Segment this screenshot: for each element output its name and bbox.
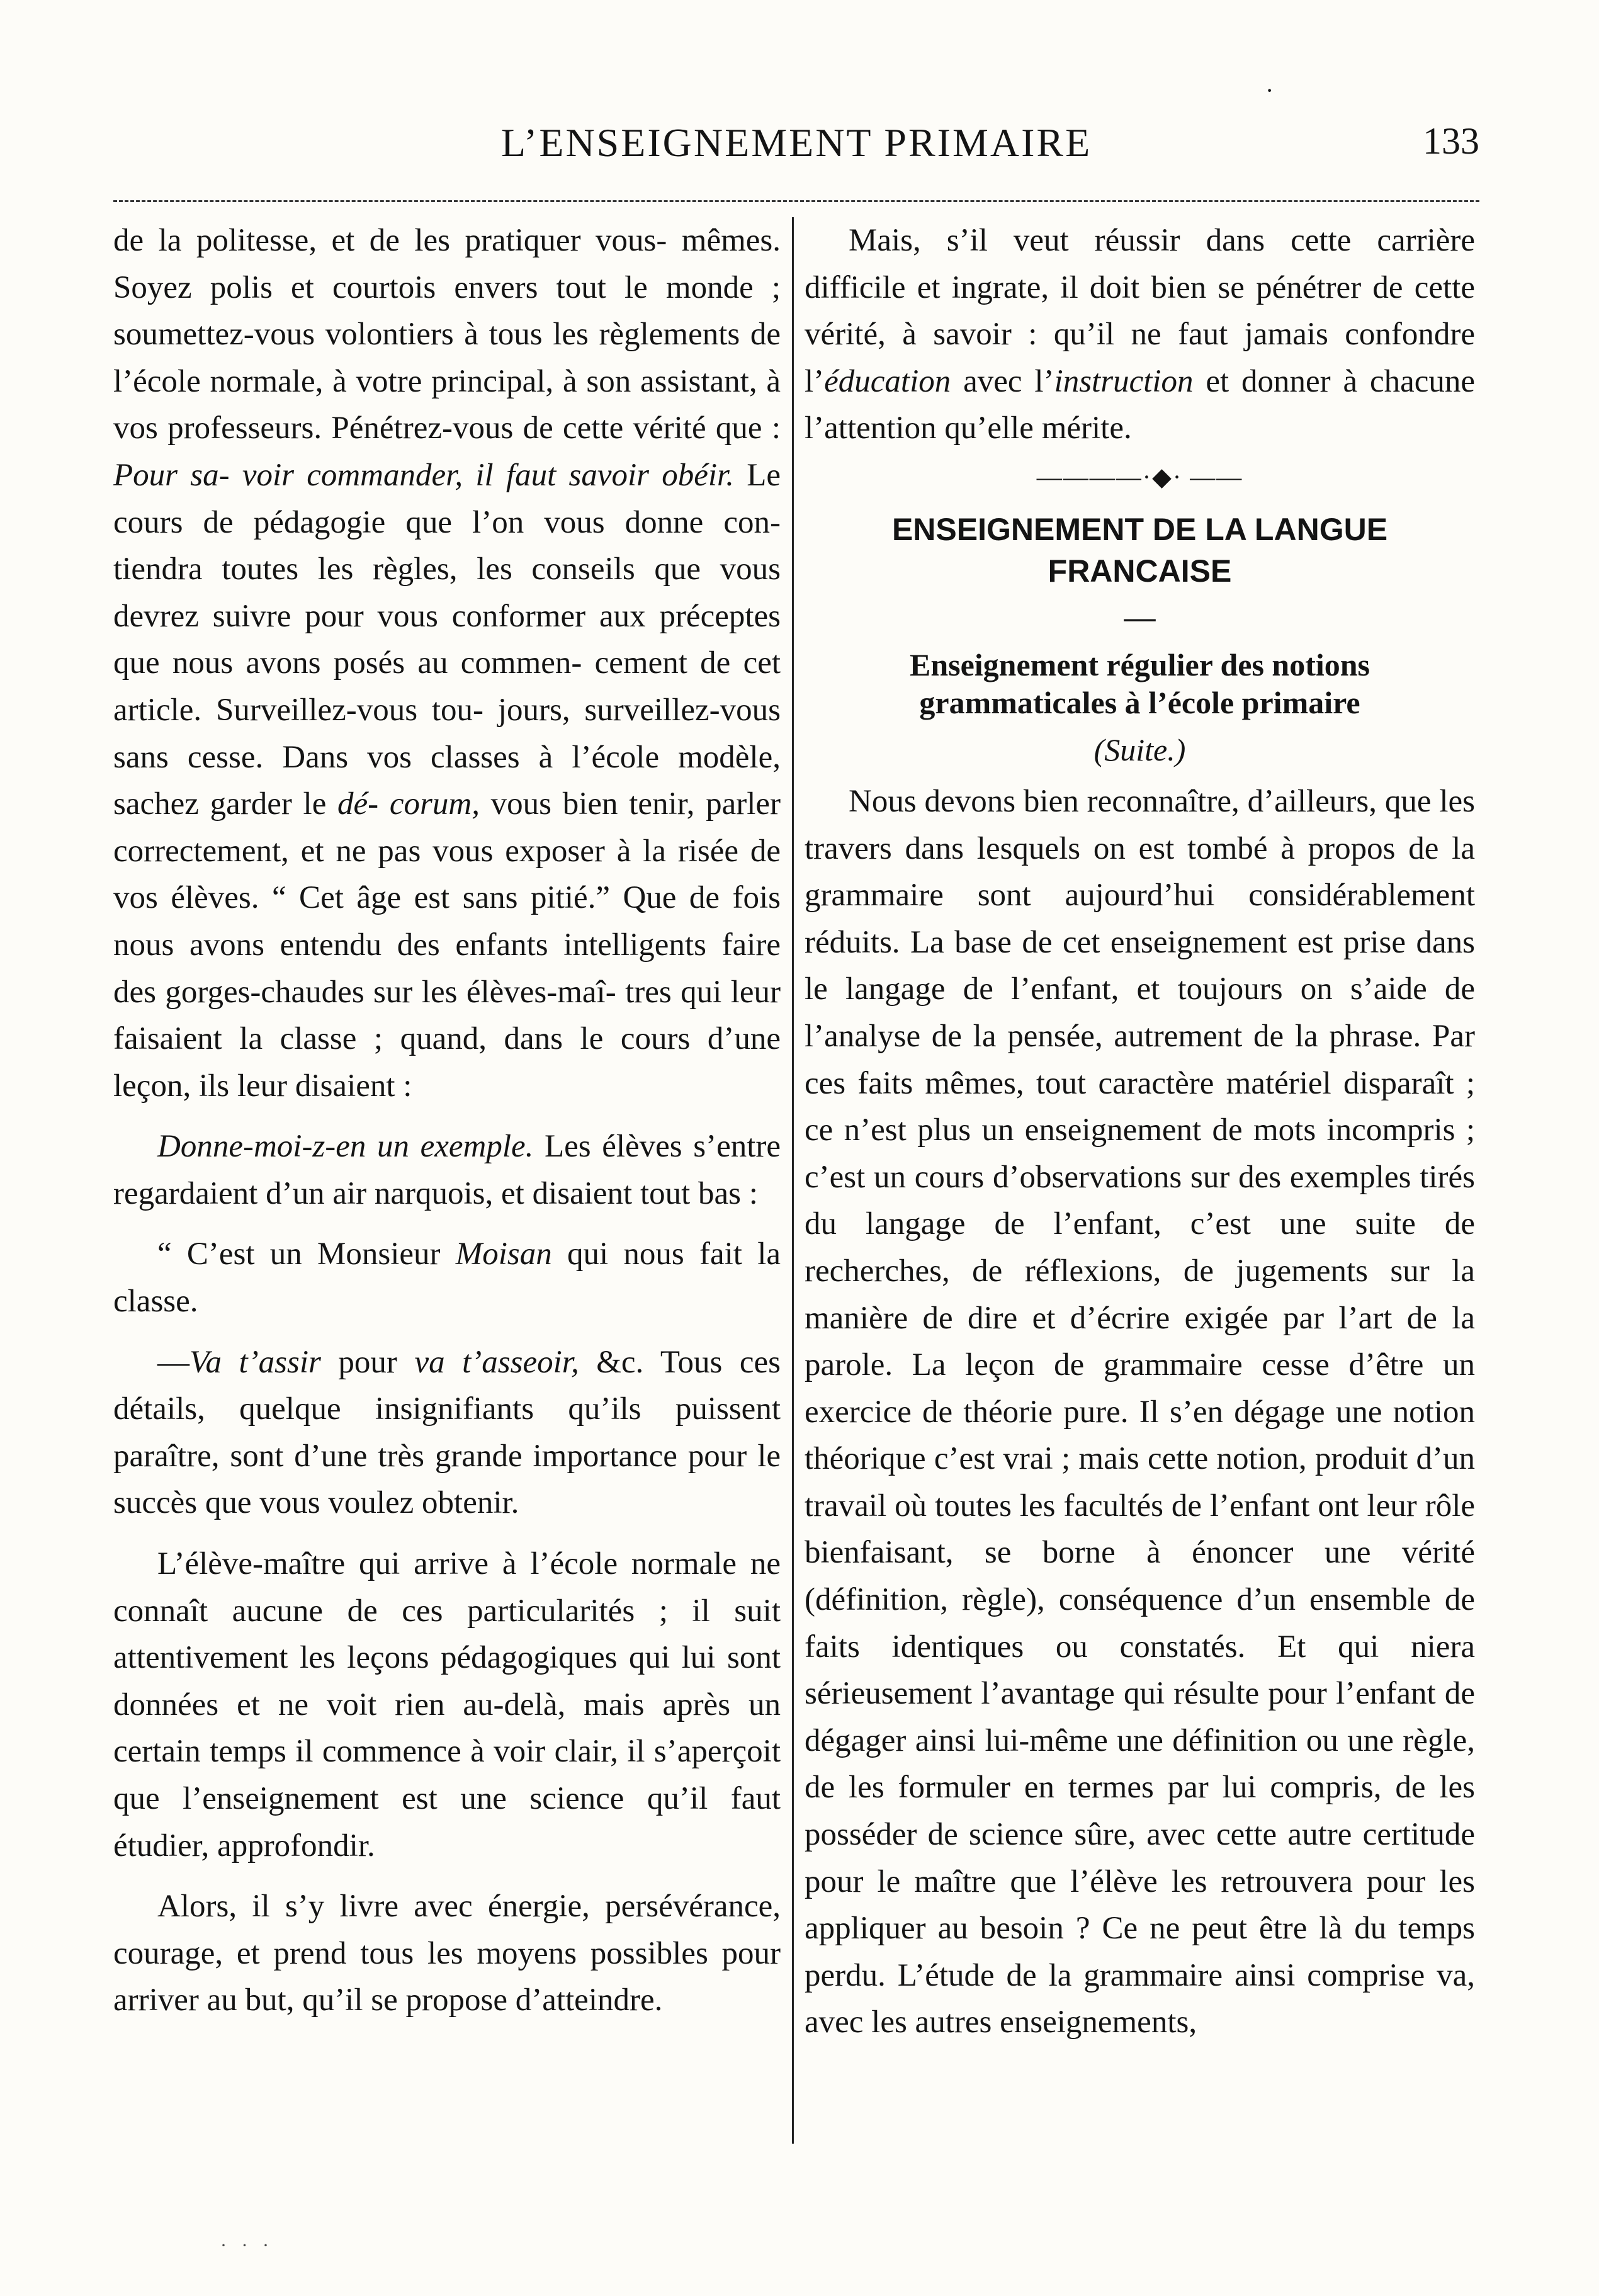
paragraph-carriere: Mais, s’il veut réussir dans cette carrière difficile et ingrate, il doit bien se pénétrer de cette vérité, à savoir : qu’il ne faut jamais confondre l’éducation avec l’instruction et donner à chacune l’attention qu’elle mérite. (805, 223, 1476, 446)
left-column (113, 217, 781, 2169)
paragraph-alors: Alors, il s’y livre avec énergie, persévérance, courage, et prend tous les moyens possibles pour arriver au but, qu’il se propose d’atteindre. (113, 1889, 781, 2018)
stray-mark: · (1265, 76, 1274, 105)
section-separator: ————·◆· —— (1036, 462, 1243, 491)
suite-label: (Suite.) (1093, 732, 1186, 767)
section-heading: ENSEIGNEMENT DE LA LANGUE FRANCAISE (891, 511, 1388, 589)
right-column (805, 217, 1475, 2169)
heading-dash: — (1124, 599, 1156, 635)
paragraph-moisan: “ C’est un Monsieur Moisan qui nous fait la classe. (113, 1236, 781, 1320)
paragraph-assir: —Va t’assir pour va t’asseoir, &c. Tous ces détails, quelque insignifiants qu’ils puissent paraître, sont d’une très grande importance pour le succès que vous voulez obtenir. (113, 1344, 781, 1521)
running-title: L’ENSEIGNEMENT PRIMAIRE (500, 120, 1092, 165)
article-subheading: Enseignement régulier des notions grammaticales à l’école primaire (909, 647, 1370, 720)
header-rule (113, 200, 1479, 202)
paragraph-grammaire: Nous devons bien reconnaître, d’ailleurs, que les travers dans lesquels on est tombé à propos de la grammaire sont aujourd’hui considérablement réduits. La base de cet enseignement est prise dans le langage de l’enfant, et toujours on s’aide de l’analyse de la pensée, autrement de la phrase. Par ces faits mêmes, tout caractère matériel disparaît ; ce n’est plus un enseignement de mots incompris ; c’est un cours d’observations sur des exemples tirés du langage de l’enfant, c’est une suite de recherches, de réflexions, de jugements sur la manière de dire et d’écrire exigée par l’art de la parole. La leçon de grammaire cesse d’être un exercice de théorie pure. Il s’en dégage une notion théorique c’est vrai ; mais cette notion, produit d’un travail où toutes les facultés de l’enfant ont leur rôle bienfaisant, se borne à énoncer une vérité (définition, règle), conséquence d’un ensemble de faits identiques ou constatés. Et qui niera sérieusement l’avantage qui résulte pour l’enfant de dégager ainsi lui-même une définition ou une règle, de les formuler en termes par lui compris, de les posséder de science sûre, avec cette autre certitude pour le maître que l’élève les retrouvera pour les appliquer au besoin ? Ce ne peut être là du temps perdu. L’étude de la grammaire ainsi comprise va, avec les autres enseignements, (805, 783, 1475, 2040)
paragraph-politesse: de la politesse, et de les pratiquer vous- mêmes. Soyez polis et courtois envers tout le monde ; soumettez-vous volontiers à tous les règlements de l’école normale, à votre principal, à son assistant, à vos professeurs. Pénétrez-vous de cette vérité que : Pour sa- voir commander, il faut savoir obéir. Le cours de pédagogie que l’on vous donne con- tiendra toutes les règles, les conseils que vous devrez suivre pour vous conformer aux préceptes que nous avons posés au commen- cement de cet article. Surveillez-vous tou- jours, surveillez-vous sans cesse. Dans vos classes à l’école modèle, sachez garder le dé- corum, vous bien tenir, parler correctement, et ne pas vous exposer à la risée de vos élèves. “ Cet âge est sans pitié.” Que de fois nous avons entendu des enfants intelligents faire des gorges-chaudes sur les élèves-maî- tres qui leur faisaient la classe ; quand, dans le cours d’une leçon, ils leur disaient : (113, 223, 781, 1104)
page-number: 133 (1423, 120, 1479, 162)
column-divider (792, 217, 794, 2144)
paragraph-exemple: Donne-moi-z-en un exemple. Les élèves s’entre regardaient d’un air narquois, et disaient tout bas : (113, 1129, 781, 1211)
page-header (113, 120, 1479, 183)
bottom-specks: · · · (220, 2235, 274, 2256)
paragraph-eleve-maitre: L’élève-maître qui arrive à l’école normale ne connaît aucune de ces particularités ; il suit attentivement les leçons pédagogiques qui lui sont données et ne voit rien au-delà, mais après un certain temps il commence à voir clair, il s’aperçoit que l’enseignement est une science qu’il faut étudier, approfondir. (113, 1546, 781, 1863)
